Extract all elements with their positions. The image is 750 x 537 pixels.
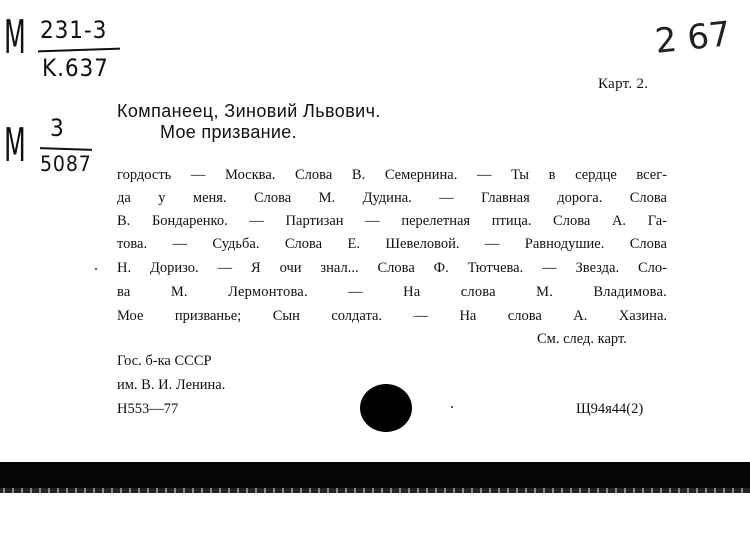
shelf-mark-bottom-1: K.637: [42, 54, 109, 82]
shelf-mark-letter-2: M: [4, 118, 26, 172]
title: Мое призвание.: [160, 122, 297, 142]
speck: [451, 406, 453, 408]
library-line-2: им. В. И. Ленина.: [117, 377, 226, 393]
body-line: гордость — Москва. Слова В. Семернина. — Ты в сердце всег-: [117, 167, 667, 183]
body-line: В. Бондаренко. — Партизан — перелетная птица. Слова А. Га-: [117, 213, 667, 229]
author-heading: Компанеец, Зиновий Львович.: [117, 101, 381, 121]
shelf-mark-letter-1: M: [4, 10, 26, 64]
body-line: ва М. Лермонтова. — На слова М. Владимова.: [117, 284, 667, 300]
body-line: Мое призванье; Сын солдата. — На слова А. Хазина.: [117, 308, 667, 324]
corner-number: 2 67: [653, 14, 733, 62]
classification-code: Щ94я44(2): [576, 401, 644, 417]
punch-hole: [360, 384, 412, 432]
blank-strip: [0, 493, 750, 537]
card-number: Карт. 2.: [598, 76, 649, 92]
body-line: това. — Судьба. Слова Е. Шевеловой. — Равнодушие. Слова: [117, 236, 667, 252]
order-number: Н553—77: [117, 401, 179, 417]
scan-border: [0, 462, 750, 488]
shelf-mark-top-2: 3: [50, 114, 65, 142]
library-line-1: Гос. б-ка СССР: [117, 353, 212, 369]
shelf-mark-divider-2: [40, 147, 92, 151]
body-line: Н. Доризо. — Я очи знал... Слова Ф. Тютчева. — Звезда. Сло-: [117, 260, 667, 276]
shelf-mark-bottom-2: 5087: [40, 152, 92, 176]
speck: [95, 268, 97, 270]
shelf-mark-top-1: 231-3: [40, 16, 108, 44]
body-line: да у меня. Слова М. Дудина. — Главная дорога. Слова: [117, 190, 667, 206]
continued-note: См. след. карт.: [537, 331, 627, 347]
shelf-mark-divider-1: [38, 48, 120, 53]
